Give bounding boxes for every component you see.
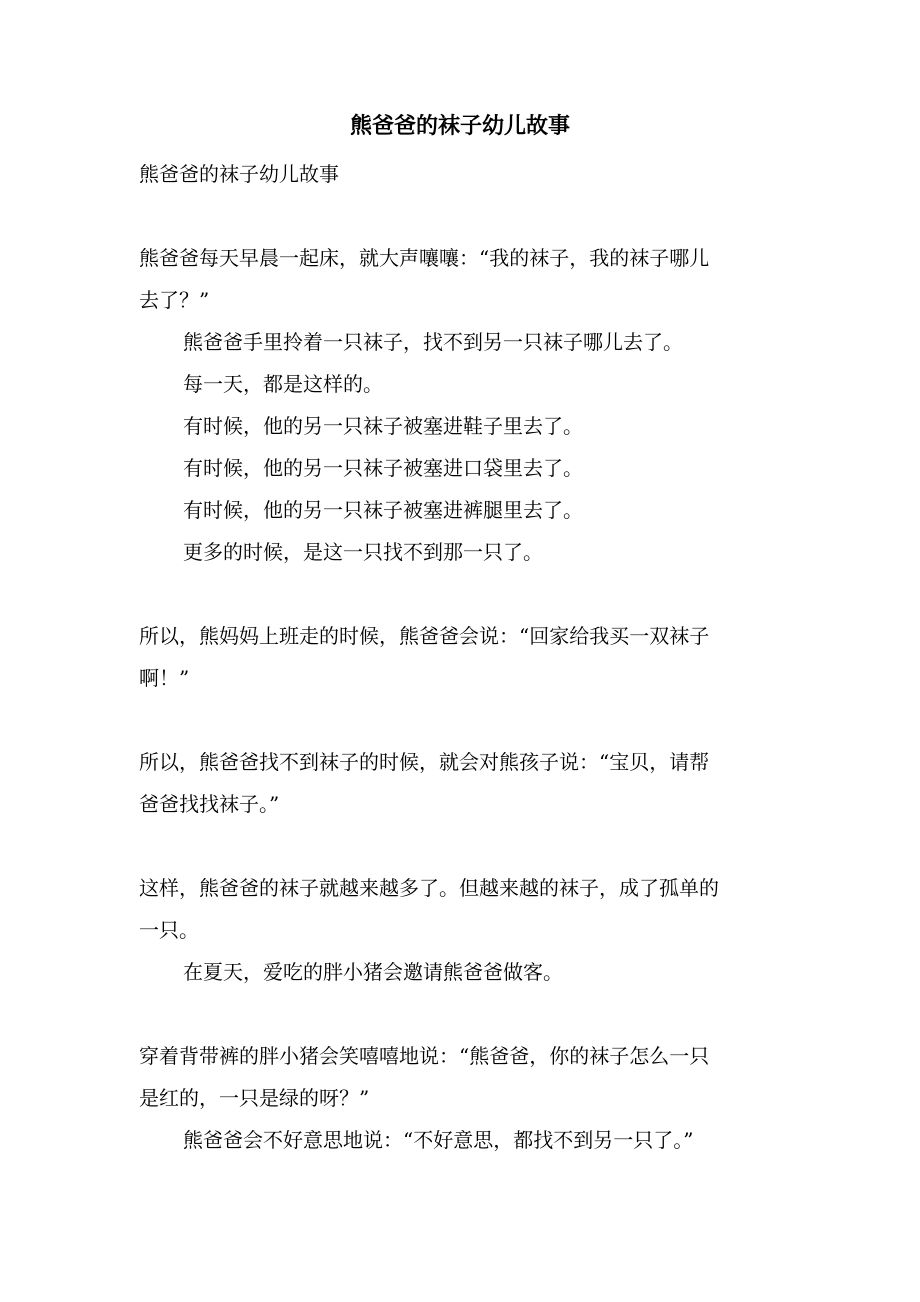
subtitle-line: 熊爸爸的袜子幼儿故事 xyxy=(139,162,339,186)
document-title: 熊爸爸的袜子幼儿故事 xyxy=(349,114,570,139)
paragraph-line: 去了？” xyxy=(139,288,210,312)
paragraph-line: 熊爸爸会不好意思地说：“不好意思，都找不到另一只了。” xyxy=(183,1128,694,1152)
paragraph-line: 熊爸爸每天早晨一起床，就大声嚷嚷：“我的袜子，我的袜子哪儿 xyxy=(139,246,710,270)
paragraph-line: 啊！” xyxy=(139,666,190,690)
paragraph-line: 熊爸爸手里拎着一只袜子，找不到另一只袜子哪儿去了。 xyxy=(183,330,683,354)
paragraph-line: 是红的，一只是绿的呀？” xyxy=(139,1086,370,1110)
paragraph-line: 每一天，都是这样的。 xyxy=(183,372,383,396)
paragraph-line: 所以，熊爸爸找不到袜子的时候，就会对熊孩子说：“宝贝，请帮 xyxy=(139,750,710,774)
paragraph-line: 有时候，他的另一只袜子被塞进鞋子里去了。 xyxy=(183,414,583,438)
paragraph-line: 爸爸找找袜子。” xyxy=(139,792,280,816)
paragraph-line: 这样，熊爸爸的袜子就越来越多了。但越来越的袜子，成了孤单的 xyxy=(139,876,719,900)
paragraph-line: 穿着背带裤的胖小猪会笑嘻嘻地说：“熊爸爸，你的袜子怎么一只 xyxy=(139,1044,710,1068)
paragraph-line: 更多的时候，是这一只找不到那一只了。 xyxy=(183,540,543,564)
paragraph-line: 有时候，他的另一只袜子被塞进口袋里去了。 xyxy=(183,456,583,480)
paragraph-line: 所以，熊妈妈上班走的时候，熊爸爸会说：“回家给我买一双袜子 xyxy=(139,624,710,648)
paragraph-line: 一只。 xyxy=(139,918,199,942)
paragraph-line: 有时候，他的另一只袜子被塞进裤腿里去了。 xyxy=(183,498,583,522)
paragraph-line: 在夏天，爱吃的胖小猪会邀请熊爸爸做客。 xyxy=(183,960,563,984)
